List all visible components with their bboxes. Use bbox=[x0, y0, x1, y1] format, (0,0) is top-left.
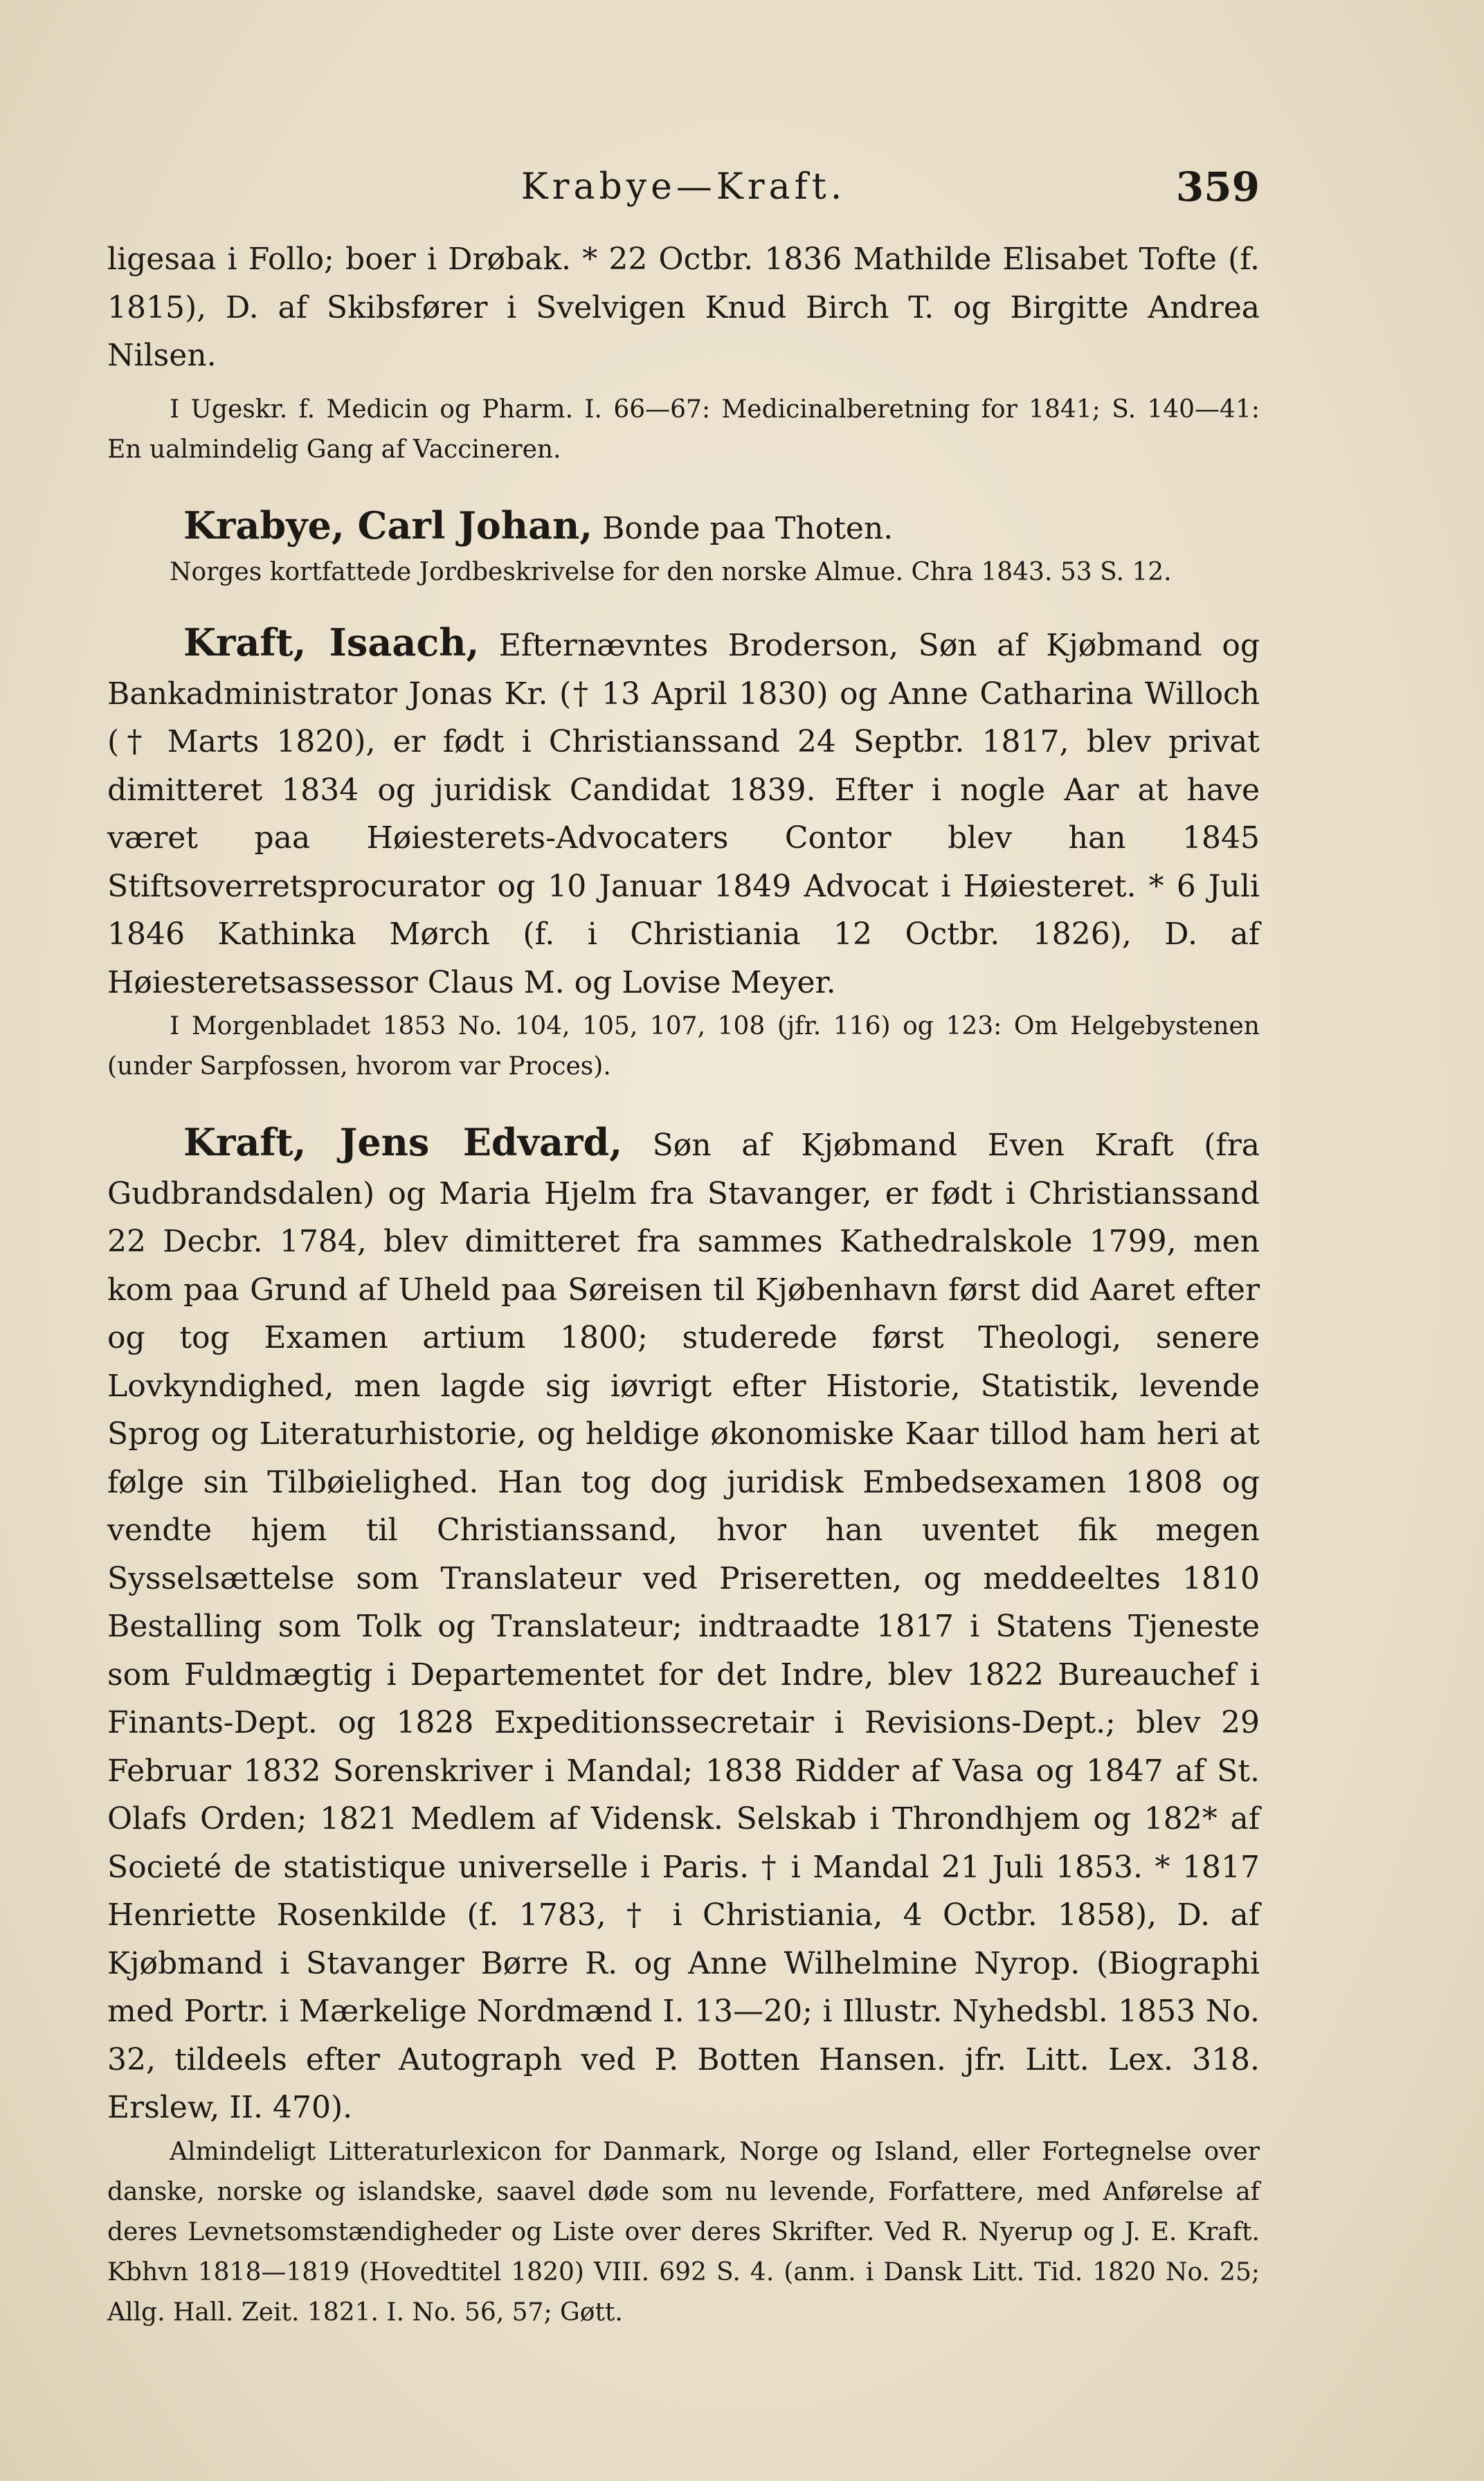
page-content bbox=[107, 159, 1260, 2333]
running-title: Krabye—Kraft. bbox=[521, 166, 847, 208]
entry-reference: I Morgenbladet 1853 No. 104, 105, 107, 108 (jfr. 116) og 123: Om Helgebystenen (under Sarpfossen, hvorom var Proces). bbox=[107, 1012, 1260, 1081]
running-head bbox=[107, 159, 1260, 222]
entry-name: Kraft, Isaach, bbox=[183, 620, 480, 665]
entry-reference: Almindeligt Litteraturlexicon for Danmark, Norge og Island, eller Fortegnelse over danske, norske og islandske, saavel døde som nu levende, Forfattere, med Anførelse af deres Levnetsomstændigheder og Liste over deres Skrifter. Ved R. Nyerup og J. E. Kraft. Kbhvn 1818—1819 (Hovedtitel 1820) VIII. 692 S. 4. (anm. i Dansk Litt. Tid. 1820 No. 25; Allg. Hall. Zeit. 1821. I. No. 56, 57; Gøtt. bbox=[107, 2137, 1260, 2327]
intro-paragraph: ligesaa i Follo; boer i Drøbak. * 22 Octbr. 1836 Mathilde Elisabet Tofte (f. 1815), D. af Skibsfører i Svelvigen Knud Birch T. og Birgitte Andrea Nilsen. bbox=[107, 242, 1260, 373]
intro-reference: I Ugeskr. f. Medicin og Pharm. I. 66—67: Medicinalberetning for 1841; S. 140—41: En ualmindelig Gang af Vaccineren. bbox=[107, 395, 1260, 464]
entry-name: Kraft, Jens Edvard, bbox=[183, 1120, 623, 1164]
page-number: 359 bbox=[1175, 163, 1260, 210]
entry-reference: Norges kortfattede Jordbeskrivelse for den norske Almue. Chra 1843. 53 S. 12. bbox=[170, 558, 1172, 586]
entry-text: Efternævntes Broderson, Søn af Kjøbmand og Bankadministrator Jonas Kr. († 13 April 1830) og Anne Catharina Willoch († Marts 1820), er født i Christianssand 24 Septbr. 1817, blev privat dimitteret 1834 og juridisk Candidat 1839. Efter i nogle Aar at have været paa Høiesterets-Advocaters Contor blev han 1845 Stiftsoverretsprocurator og 10 Januar 1849 Advocat i Høiesteret. * 6 Juli 1846 Kathinka Mørch (f. i Christiania 12 Octbr. 1826), D. af Høiesteretsassessor Claus M. og Lovise Meyer. bbox=[107, 628, 1260, 1000]
entry-name: Krabye, Carl Johan, bbox=[183, 503, 593, 548]
entry-kraft-isaach bbox=[107, 619, 1260, 1007]
entry-kraft-jens-edvard bbox=[107, 1119, 1260, 2132]
entry-text: Søn af Kjøbmand Even Kraft (fra Gudbrandsdalen) og Maria Hjelm fra Stavanger, er født i Christianssand 22 Decbr. 1784, blev dimitteret fra sammes Kathedralskole 1799, men kom paa Grund af Uheld paa Søreisen til Kjøbenhavn først did Aaret efter og tog Examen artium 1800; studerede først Theologi, senere Lovkyndighed, men lagde sig iøvrigt efter Historie, Statistik, levende Sprog og Literaturhistorie, og heldige økonomiske Kaar tillod ham heri at følge sin Tilbøielighed. Han tog dog juridisk Embedsexamen 1808 og vendte hjem til Christianssand, hvor han uventet fik megen Sysselsættelse som Translateur ved Priseretten, og meddeeltes 1810 Bestalling som Tolk og Translateur; indtraadte 1817 i Statens Tjeneste som Fuldmægtig i Departementet for det Indre, blev 1822 Bureauchef i Finants-Dept. og 1828 Expeditionssecretair i Revisions-Dept.; blev 29 Februar 1832 Sorenskriver i Mandal; 1838 Ridder af Vasa og 1847 af St. Olafs Orden; 1821 Medlem af Vidensk. Selskab i Throndhjem og 182* af Societé de statistique universelle i Paris. † i Mandal 21 Juli 1853. * 1817 Henriette Rosenkilde (f. 1783, † i Christiania, 4 Octbr. 1858), D. af Kjøbmand i Stavanger Børre R. og Anne Wilhelmine Nyrop. (Biographi med Portr. i Mærkelige Nordmænd I. 13—20; i Illustr. Nyhedsbl. 1853 No. 32, tildeels efter Autograph ved P. Botten Hansen. jfr. Litt. Lex. 318. Erslew, II. 470). bbox=[107, 1128, 1260, 2125]
entry-text: Bonde paa Thoten. bbox=[602, 510, 894, 546]
entry-krabye-carl-johan bbox=[107, 502, 1260, 553]
